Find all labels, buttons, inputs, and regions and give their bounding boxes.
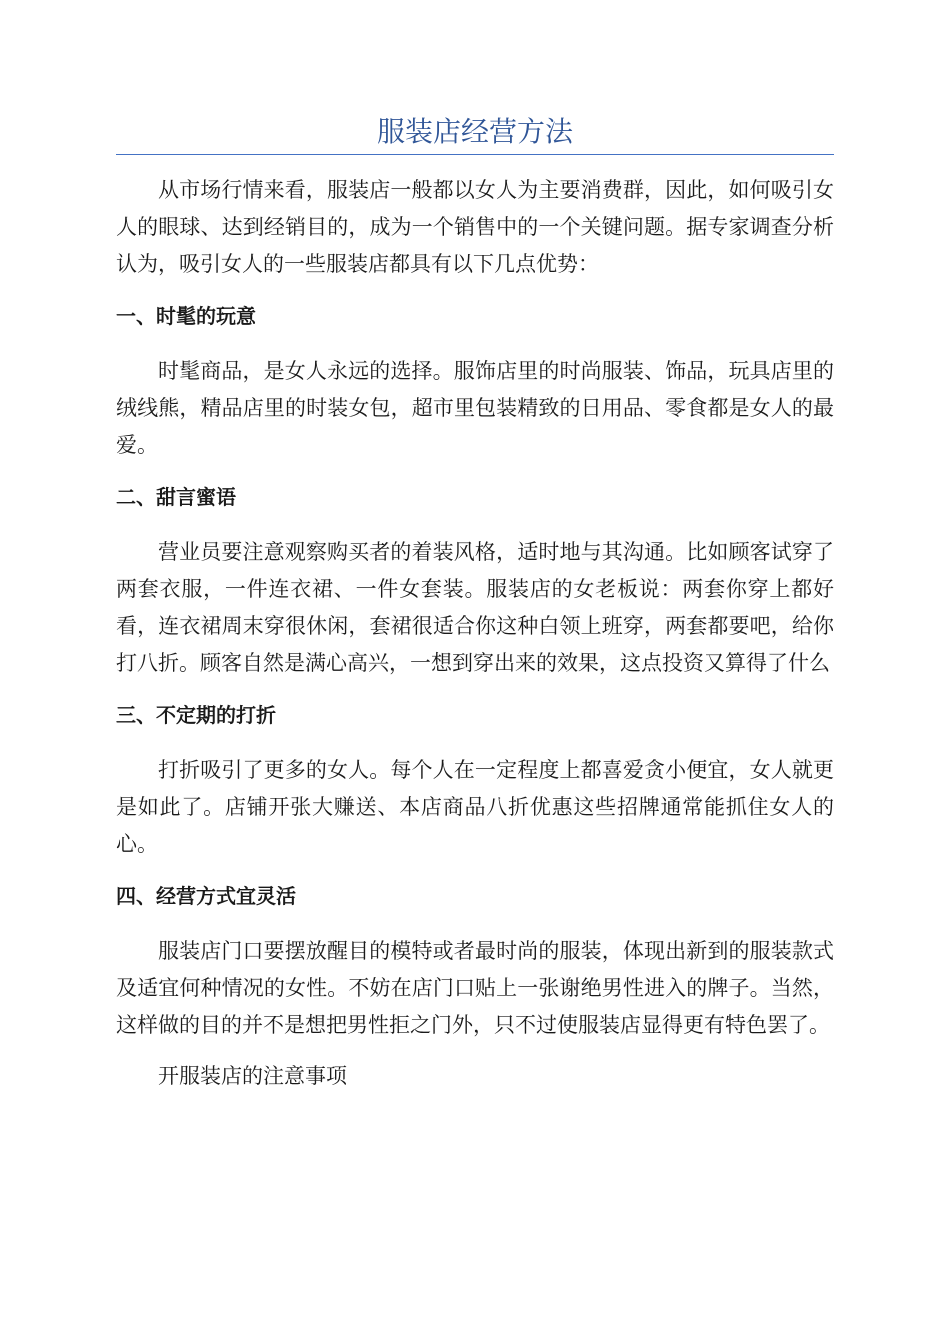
title-underline [116, 154, 834, 155]
section-body-3: 打折吸引了更多的女人。每个人在一定程度上都喜爱贪小便宜，女人就更是如此了。店铺开张大赚送、本店商品八折优惠这些招牌通常能抓住女人的心。 [116, 758, 834, 856]
intro-paragraph: 从市场行情来看，服装店一般都以女人为主要消费群，因此，如何吸引女人的眼球、达到经销目的，成为一个销售中的一个关键问题。据专家调查分析认为，吸引女人的一些服装店都具有以下几点优势： [116, 178, 834, 276]
section-heading-2: 二、甜言蜜语 [116, 485, 236, 509]
closing-paragraph: 开服装店的注意事项 [158, 1064, 347, 1088]
section-heading-4: 四、经营方式宜灵活 [116, 884, 296, 908]
document-title: 服装店经营方法 [376, 115, 573, 148]
section-heading-3: 三、不定期的打折 [116, 703, 276, 727]
document-body [116, 172, 834, 1109]
section-body-2: 营业员要注意观察购买者的着装风格，适时地与其沟通。比如顾客试穿了两套衣服，一件连衣裙、一件女套装。服装店的女老板说：两套你穿上都好看，连衣裙周末穿很休闲，套裙很适合你这种白领上班穿，两套都要吧，给你打八折。顾客自然是满心高兴，一想到穿出来的效果，这点投资又算得了什么 [116, 540, 834, 675]
section-body-1: 时髦商品，是女人永远的选择。服饰店里的时尚服装、饰品，玩具店里的绒线熊，精品店里的时装女包，超市里包装精致的日用品、零食都是女人的最爱。 [116, 359, 834, 457]
section-body-4: 服装店门口要摆放醒目的模特或者最时尚的服装，体现出新到的服装款式及适宜何种情况的女性。不妨在店门口贴上一张谢绝男性进入的牌子。当然，这样做的目的并不是想把男性拒之门外，只不过使服装店显得更有特色罢了。 [116, 939, 834, 1037]
section-heading-1: 一、时髦的玩意 [116, 304, 256, 328]
